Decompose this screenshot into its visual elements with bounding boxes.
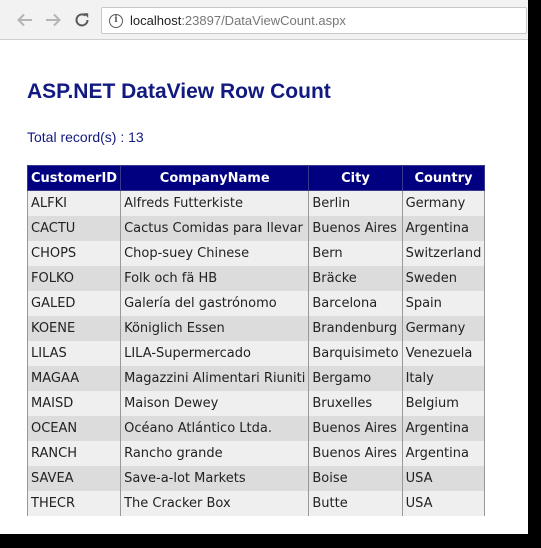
url-path: :23897/DataViewCount.aspx xyxy=(181,13,346,28)
table-row xyxy=(28,466,485,491)
cell-country: Germany xyxy=(402,191,485,216)
cell-city: Berlin xyxy=(309,191,402,216)
cell-companyname: Magazzini Alimentari Riuniti xyxy=(121,366,309,391)
cell-customerid: KOENE xyxy=(28,316,121,341)
cell-country: Spain xyxy=(402,291,485,316)
arrow-left-icon xyxy=(16,11,34,29)
cell-country: Sweden xyxy=(402,266,485,291)
total-records-label: Total record(s) : 13 xyxy=(27,129,144,145)
table-row xyxy=(28,241,485,266)
cell-companyname: Chop-suey Chinese xyxy=(121,241,309,266)
cell-companyname: Cactus Comidas para llevar xyxy=(121,216,309,241)
cell-city: Buenos Aires xyxy=(309,441,402,466)
table-row xyxy=(28,491,485,516)
cell-country: Germany xyxy=(402,316,485,341)
cell-companyname: Save-a-lot Markets xyxy=(121,466,309,491)
cell-city: Bräcke xyxy=(309,266,402,291)
table-row xyxy=(28,366,485,391)
cell-customerid: SAVEA xyxy=(28,466,121,491)
cell-country: Italy xyxy=(402,366,485,391)
cell-city: Bergamo xyxy=(309,366,402,391)
back-button[interactable] xyxy=(14,8,36,32)
customers-table xyxy=(27,165,485,516)
browser-toolbar xyxy=(0,0,528,40)
reload-icon xyxy=(73,11,91,29)
cell-country: Switzerland xyxy=(402,241,485,266)
arrow-right-icon xyxy=(44,11,62,29)
cell-country: Argentina xyxy=(402,441,485,466)
header-country: Country xyxy=(402,166,485,191)
table-row xyxy=(28,341,485,366)
cell-country: Argentina xyxy=(402,216,485,241)
table-row xyxy=(28,391,485,416)
address-bar[interactable] xyxy=(101,7,527,34)
cell-companyname: Königlich Essen xyxy=(121,316,309,341)
forward-button[interactable] xyxy=(42,8,64,32)
cell-city: Barcelona xyxy=(309,291,402,316)
cell-companyname: Rancho grande xyxy=(121,441,309,466)
cell-city: Bruxelles xyxy=(309,391,402,416)
table-row xyxy=(28,191,485,216)
cell-customerid: LILAS xyxy=(28,341,121,366)
cell-country: Argentina xyxy=(402,416,485,441)
cell-city: Butte xyxy=(309,491,402,516)
table-row xyxy=(28,291,485,316)
table-header-row xyxy=(28,166,485,191)
cell-companyname: Océano Atlántico Ltda. xyxy=(121,416,309,441)
cell-customerid: ALFKI xyxy=(28,191,121,216)
cell-companyname: Galería del gastrónomo xyxy=(121,291,309,316)
cell-companyname: Maison Dewey xyxy=(121,391,309,416)
cell-country: Belgium xyxy=(402,391,485,416)
cell-customerid: GALED xyxy=(28,291,121,316)
cell-country: USA xyxy=(402,491,485,516)
cell-customerid: OCEAN xyxy=(28,416,121,441)
table-row xyxy=(28,441,485,466)
url-text xyxy=(130,13,346,28)
cell-customerid: CHOPS xyxy=(28,241,121,266)
cell-companyname: Folk och fä HB xyxy=(121,266,309,291)
cell-city: Buenos Aires xyxy=(309,216,402,241)
cell-city: Barquisimeto xyxy=(309,341,402,366)
reload-button[interactable] xyxy=(71,8,93,32)
table-row xyxy=(28,266,485,291)
url-host: localhost xyxy=(130,13,182,28)
cell-customerid: MAGAA xyxy=(28,366,121,391)
page-title: ASP.NET DataView Row Count xyxy=(27,80,331,103)
cell-companyname: The Cracker Box xyxy=(121,491,309,516)
cell-customerid: MAISD xyxy=(28,391,121,416)
cell-city: Buenos Aires xyxy=(309,416,402,441)
cell-customerid: CACTU xyxy=(28,216,121,241)
cell-country: USA xyxy=(402,466,485,491)
cell-city: Boise xyxy=(309,466,402,491)
cell-country: Venezuela xyxy=(402,341,485,366)
cell-city: Brandenburg xyxy=(309,316,402,341)
table-row xyxy=(28,316,485,341)
table-row xyxy=(28,416,485,441)
header-companyname: CompanyName xyxy=(121,166,309,191)
cell-companyname: Alfreds Futterkiste xyxy=(121,191,309,216)
cell-customerid: FOLKO xyxy=(28,266,121,291)
cell-city: Bern xyxy=(309,241,402,266)
cell-customerid: THECR xyxy=(28,491,121,516)
cell-customerid: RANCH xyxy=(28,441,121,466)
table-row xyxy=(28,216,485,241)
header-city: City xyxy=(309,166,402,191)
cell-companyname: LILA-Supermercado xyxy=(121,341,309,366)
header-customerid: CustomerID xyxy=(28,166,121,191)
info-icon[interactable]: i xyxy=(109,14,123,28)
